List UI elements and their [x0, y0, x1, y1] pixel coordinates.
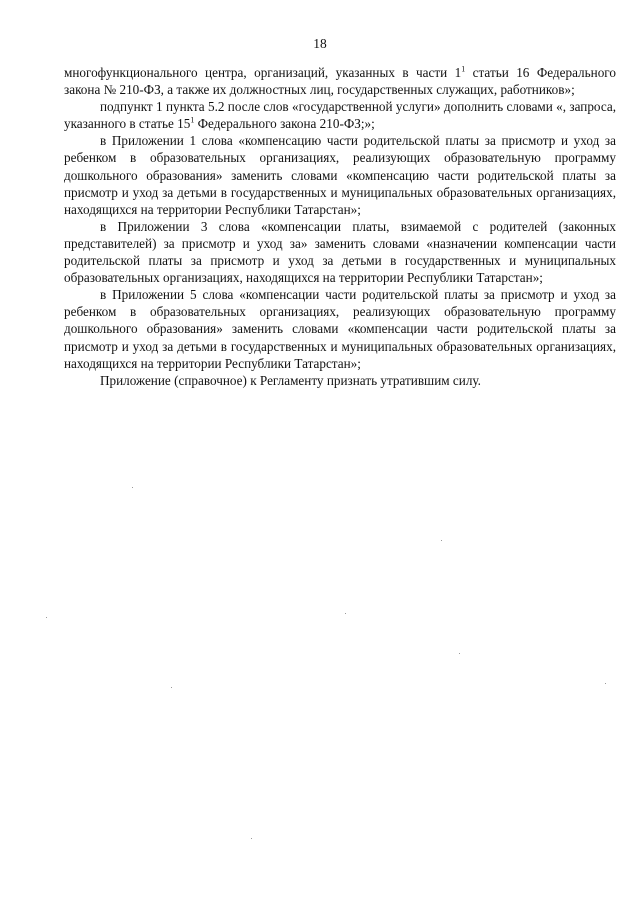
scan-speck [459, 653, 460, 654]
paragraph-p6 [64, 372, 616, 389]
document-body [64, 64, 616, 389]
paragraph-text: в Приложении 3 слова «компенсации платы, взимаемой с родителей (законных представителей) за присмотр и уход за» заменить словами «назначении компенсации части родительской платы за присмотр и уход за детьми в государственных и муниципальных образовательных организациях, находящихся на территории Республики Татарстан»; [64, 218, 616, 286]
superscript: 1 [190, 115, 195, 125]
paragraph-text: подпункт 1 пункта 5.2 после слов «государственной услуги» дополнить словами «, запроса, указанного в статье 15 [64, 99, 616, 132]
scan-speck [46, 617, 47, 618]
paragraph-text: Федерального закона 210-ФЗ;»; [194, 116, 375, 132]
scan-speck [345, 613, 346, 614]
paragraph-p5 [64, 286, 616, 371]
paragraph-p1 [64, 64, 616, 98]
superscript: 1 [461, 64, 466, 74]
paragraph-text: статьи 16 Федерального закона № 210-ФЗ, а также их должностных лиц, государственных служащих, работников»; [64, 65, 616, 98]
paragraph-p2 [64, 98, 616, 132]
paragraph-p4 [64, 218, 616, 286]
paragraph-p3 [64, 132, 616, 217]
page-number: 18 [313, 36, 327, 51]
scan-speck [171, 687, 172, 688]
paragraph-text: многофункционального центра, организаций, указанных в части 1 [64, 65, 462, 80]
paragraph-text: Приложение (справочное) к Регламенту признать утратившим силу. [100, 372, 481, 388]
scan-speck [132, 487, 133, 488]
scan-speck [251, 838, 252, 839]
scan-speck [605, 683, 606, 684]
paragraph-text: в Приложении 5 слова «компенсации части родительской платы за присмотр и уход за ребенком в образовательных организациях, реализующих образовательную программу дошкольного образования» заменить словами «компенсации части родительской платы за присмотр и уход за детьми в государственных и муниципальных образовательных организациях, находящихся на территории Республики Татарстан»; [64, 287, 616, 371]
scan-speck [441, 540, 442, 541]
paragraph-text: в Приложении 1 слова «компенсацию части родительской платы за присмотр и уход за ребенком в образовательных организациях, реализующих образовательную программу дошкольного образования» заменить словами «компенсацию части родительской платы за присмотр и уход за детьми в государственных и муниципальных образовательных организациях, находящихся на территории Республики Татарстан»; [64, 133, 616, 217]
